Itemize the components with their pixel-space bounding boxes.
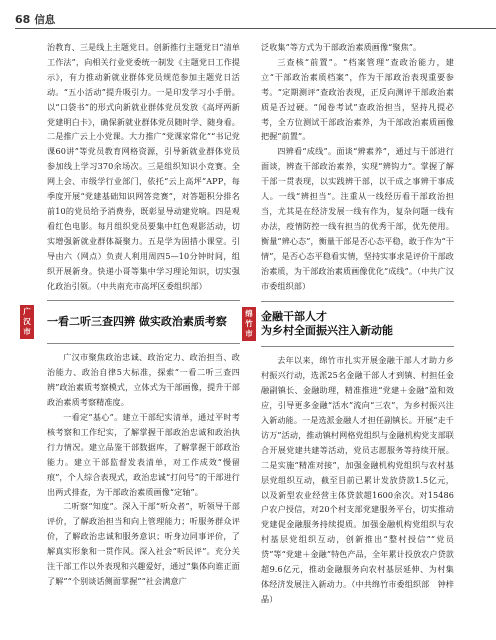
region-tag: 绵竹市	[242, 307, 256, 341]
article-title-line1: 金融干部人才	[261, 310, 327, 324]
paragraph: 泛收集”等方式为干部政治素质画像“聚焦”。	[261, 42, 422, 52]
paragraph: 去年以来，绵竹市扎实开展金融干部人才助力乡村振兴行动，选派25名金融干部人才到镇、村担任金融副镇长、金融助理，精准推进“党建＋金融”盈和效应，引导更多金融“活水”流向“三农”，为乡村振兴注入新动能。一是选派金融人才担任副镇长。开展“走千访万”活动，推动镇村网格党组织与金融机构党支部联合开展党建共建等活动，党员志愿服务等持续开展。二是实施“精准对接”，加强金融机构党组织与农村基层党组织互动，截至目前已累计发放贷款1.5亿元，以及新型农业经营主体贷款超1600余次。对15486户农户授信，对20个村支部党建服务平台，切实推动党建促金融服务持续提质。加强金融机构党组织与农村基层党组织互动，创新推出“整村授信”“党员贷”等“党建＋金融”特色产品，全年累计投放农户贷款超9.6亿元，推动金融服务向农村基层延伸、为村集体经济发展注入新动力。（中共绵竹市委组织部 钟梓晶）	[261, 355, 454, 604]
page-header	[15, 10, 55, 28]
article-bottom-rule	[47, 343, 240, 344]
article-top-rule	[47, 300, 240, 301]
region-tag: 广汉市	[20, 305, 34, 339]
article-body	[47, 350, 240, 589]
article-body	[261, 353, 454, 606]
paragraph: 二听察“知度”。深入干部“听众者”，听领导干部评价，了解政治担当和向上管理能力；听服务群众评价，了解政治忠诚和服务意识；听身边同事评价，了解真实形象和一贯作风。深入社会“听民评”。充分关注干部工作以外表现和兴趣爱好，通过“集体向谁正面了解”“个别谈话侧面掌握”“社会满意广	[47, 501, 240, 586]
article-title	[261, 310, 393, 338]
article-title: 一看二听三查四辨 做实政治素质考察	[47, 315, 227, 329]
page-number: 68	[15, 12, 31, 26]
article-title-line2: 为乡村全面振兴注入新动能	[261, 324, 393, 338]
section-title: 信息	[34, 13, 56, 26]
paragraph: 一看定“基心”。建立干部纪实清单，通过平时考核考察和工作纪实，了解掌握干部政治忠诚和政治执行力情况。建立品鉴干部数据库，了解掌握干部政治能力。建立干部监督发表清单，对工作成效“慢留痕”，个人综合表现式，政治忠诚“打问号”的干部进行出两式排查，为干部政治素质画像“定轴”。	[47, 412, 240, 497]
paragraph: 四辨看“成线”。面谈“辨素养”，通过与干部进行面谈，辨查干部政治素养，实现“辨钩力”。掌握了解干部一贯表现，以实践辨干部，以干成之事辨干事成人。一线“辨担当”。注重从一线经历看干部政治担当，尤其是在经济发展一线有作为，复杂问题一线有办法，疫情防控一线有担当的优秀干部，优先使用。衡量“辨心态”，衡量干部是否心态平稳，敢于作为“干情”，是否心态平稳看实情，坚持实事求是评价干部政治素质，为干部政治素质画像优化“成线”。（中共广汉市委组织部）	[261, 146, 454, 291]
article1-continuation: 治教育、三是线上主题党日。创新推行主题党日“清单工作法”，向相关行业党委统一制发《主题党日工作提示》，有力推动新就业群体党员规范参加主题党日活动。“五小活动”提升吸引力。一是印发学习小手册。以“口袋书”的形式向新就业群体党员发放《高坪两新党建明白卡》，确保新就业群体党员随时学、随身看。二是推广云上小党课。大力推广“党课家常化”“书记党课60讲”等党员教育网格资源，引导新就业群体党员参加线上学习370余场次。三是组织知识小竞赛。全网上会、市级学行业部门，依托“云上高坪”APP，每季度开展“党建基础知识网答竞赛”，对答题积分排名前10的党员给予消费券，既彰显导动建党响。四是观看红色电影。每月组织党员要集中红色观影活动，切实增强新就业群体凝聚力。五是学为固措小课堂。引导由六（网点）负责人利用周四5—10分钟时间，组织开展新身。快递小哥等集中学习理论知识，切实强化政治引领。（中共南充市高坪区委组织部）	[47, 42, 240, 291]
article-bottom-rule	[261, 346, 454, 347]
article-top-rule	[261, 301, 454, 302]
article-head-mianzhu	[245, 301, 454, 347]
paragraph: 广汉市聚焦政治忠诚、政治定力、政治担当、政治能力、政治自律5大标准，探索“一看二听三查四辨”政治素质考察模式，立体式为干部画像，提升干部政治素质考察精准度。	[47, 352, 240, 408]
article-head-guanghan	[23, 300, 240, 344]
paragraph: 三查核“前置”。“档案管理”查政治能力，建立“干部政治素质档案”，作为干部政治表现重要参考。“定期测评”查政治表现，正反向测评干部政治素质是否过硬。“闻卷考试”查政治担当，坚持凡提必考，全方位测试干部政治素养，为干部政治素质画像把握“前置”。	[261, 56, 454, 142]
right-column	[245, 40, 454, 607]
left-column	[23, 40, 240, 589]
header-rule	[15, 28, 496, 29]
